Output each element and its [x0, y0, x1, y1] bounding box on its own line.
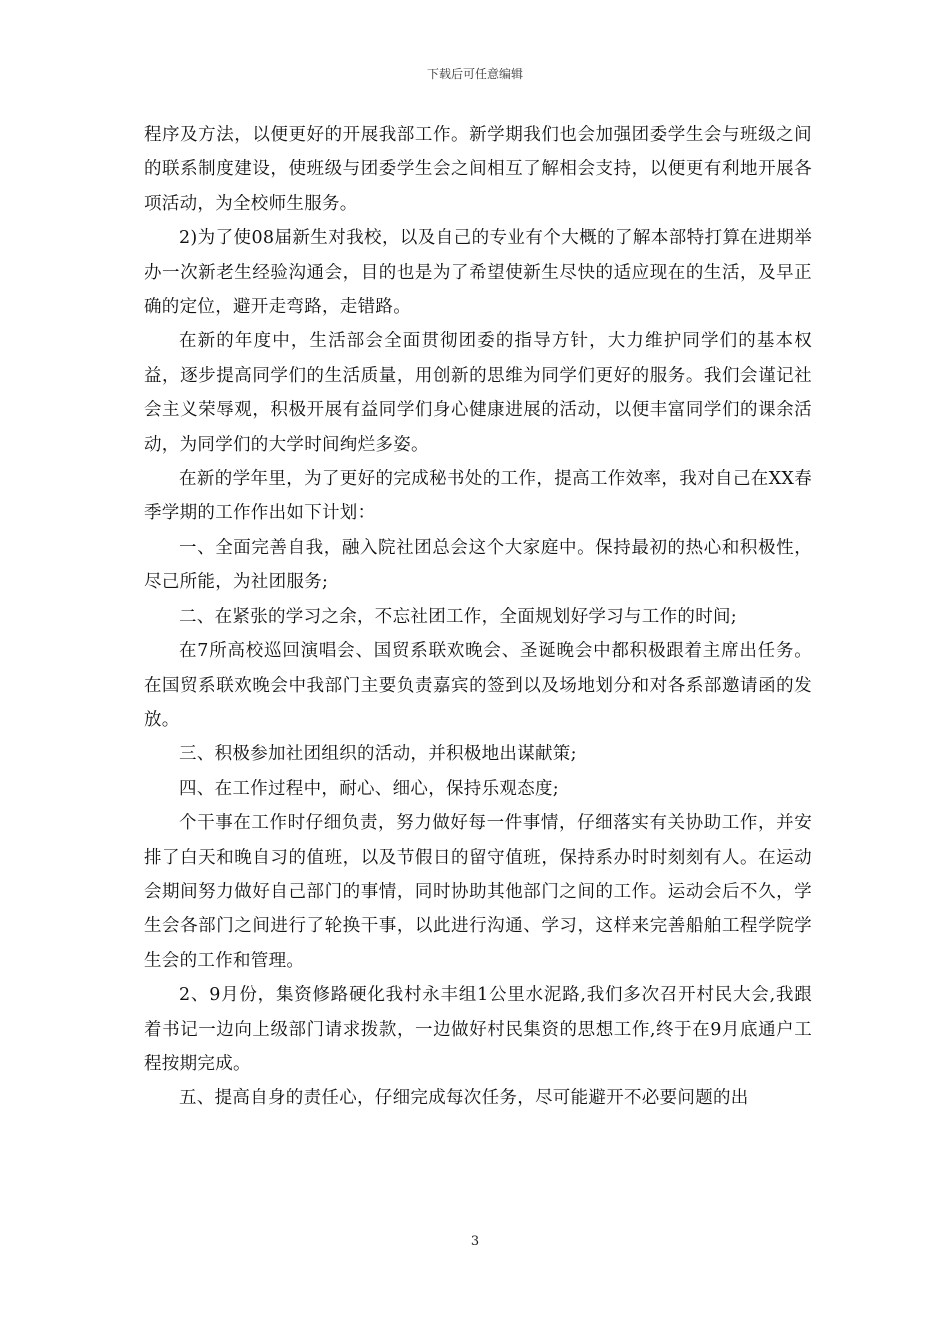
paragraph: 五、提高自身的责任心，仔细完成每次任务，尽可能避开不必要问题的出	[179, 1088, 749, 1109]
paragraph: 2、9月份，集资修路硬化我村永丰组1公里水泥路,我们多次召开村民大会,我跟着书记一边向上级部门请求拨款，一边做好村民集资的思想工作,终于在9月底通户工程按期完成。	[144, 985, 812, 1074]
paragraph: 在新的年度中，生活部会全面贯彻团委的指导方针，大力维护同学们的基本权益，逐步提高同学们的生活质量，用创新的思维为同学们更好的服务。我们会谨记社会主义荣辱观，积极开展有益同学们身心健康进展的活动，以便丰富同学们的课余活动，为同学们的大学时间绚烂多姿。	[144, 331, 812, 455]
paragraph: 二、在紧张的学习之余，不忘社团工作，全面规划好学习与工作的时间;	[179, 606, 737, 627]
document-body	[144, 118, 812, 1116]
paragraph: 2)为了使08届新生对我校，以及自己的专业有个大概的了解本部特打算在进期举办一次新老生经验沟通会，目的也是为了希望使新生尽快的适应现在的生活，及早正确的定位，避开走弯路，走错路。	[144, 228, 812, 318]
page-number: 3	[470, 1234, 480, 1249]
paragraph: 个干事在工作时仔细负责，努力做好每一件事情，仔细落实有关协助工作，并安排了白天和晚自习的值班，以及节假日的留守值班，保持系办时时刻刻有人。在运动会期间努力做好自己部门的事情，同时协助其他部门之间的工作。运动会后不久，学生会各部门之间进行了轮换干事，以此进行沟通、学习，这样来完善船舶工程学院学生会的工作和管理。	[144, 813, 812, 971]
paragraph: 在7所高校巡回演唱会、国贸系联欢晚会、圣诞晚会中都积极跟着主席出任务。在国贸系联欢晚会中我部门主要负责嘉宾的签到以及场地划分和对各系部邀请函的发放。	[144, 641, 812, 730]
paragraph: 程序及方法，以便更好的开展我部工作。新学期我们也会加强团委学生会与班级之间的联系制度建设，使班级与团委学生会之间相互了解相会支持，以便更有利地开展各项活动，为全校师生服务。	[144, 125, 812, 214]
paragraph: 一、全面完善自我，融入院社团总会这个大家庭中。保持最初的热心和积极性，尽己所能，为社团服务;	[144, 537, 812, 593]
paragraph: 三、积极参加社团组织的活动，并积极地出谋献策;	[179, 744, 577, 765]
paragraph: 在新的学年里，为了更好的完成秘书处的工作，提高工作效率，我对自己在XX春季学期的工作作出如下计划：	[144, 469, 812, 524]
page-header: 下载后可任意编辑	[426, 67, 523, 81]
paragraph: 四、在工作过程中，耐心、细心，保持乐观态度;	[179, 778, 559, 799]
